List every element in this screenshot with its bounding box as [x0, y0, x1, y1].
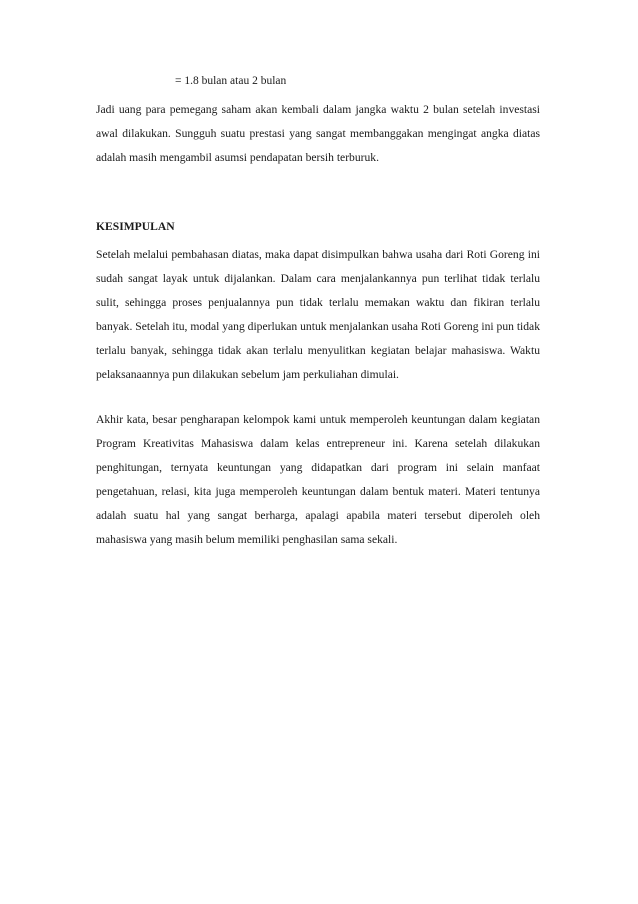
section-heading-kesimpulan: KESIMPULAN: [96, 220, 175, 233]
paragraph-conclusion: Setelah melalui pembahasan diatas, maka dapat disimpulkan bahwa usaha dari Roti Goreng ini sudah sangat layak untuk dijalankan. Dalam cara menjalankannya pun terlihat tidak terlalu sulit, sehingga proses penjualannya pun tidak terlalu memakan waktu dan fikiran terlalu banyak. Setelah itu, modal yang diperlukan untuk menjalankan usaha Roti Goreng ini pun tidak terlalu banyak, sehingga tidak akan terlalu menyulitkan kegiatan belajar mahasiswa. Waktu pelaksanaannya pun dilakukan sebelum jam perkuliahan dimulai.: [96, 248, 541, 381]
paragraph-closing: Akhir kata, besar pengharapan kelompok kami untuk memperoleh keuntungan dalam kegiatan Program Kreativitas Mahasiswa dalam kelas entrepreneur ini. Karena setelah dilakukan penghitungan, ternyata keuntungan yang didapatkan dari program ini selain manfaat pengetahuan, relasi, kita juga memperoleh keuntungan dalam bentuk materi. Materi tentunya adalah suatu hal yang sangat berharga, apalagi apabila materi tersebut diperoleh oleh mahasiswa yang masih belum memiliki penghasilan sama sekali.: [96, 413, 540, 546]
paragraph-investment-return: Jadi uang para pemegang saham akan kembali dalam jangka waktu 2 bulan setelah investasi awal dilakukan. Sungguh suatu prestasi yang sangat membanggakan mengingat angka diatas adalah masih mengambil asumsi pendapatan bersih terburuk.: [96, 103, 540, 164]
formula-line: = 1.8 bulan atau 2 bulan: [175, 75, 287, 87]
